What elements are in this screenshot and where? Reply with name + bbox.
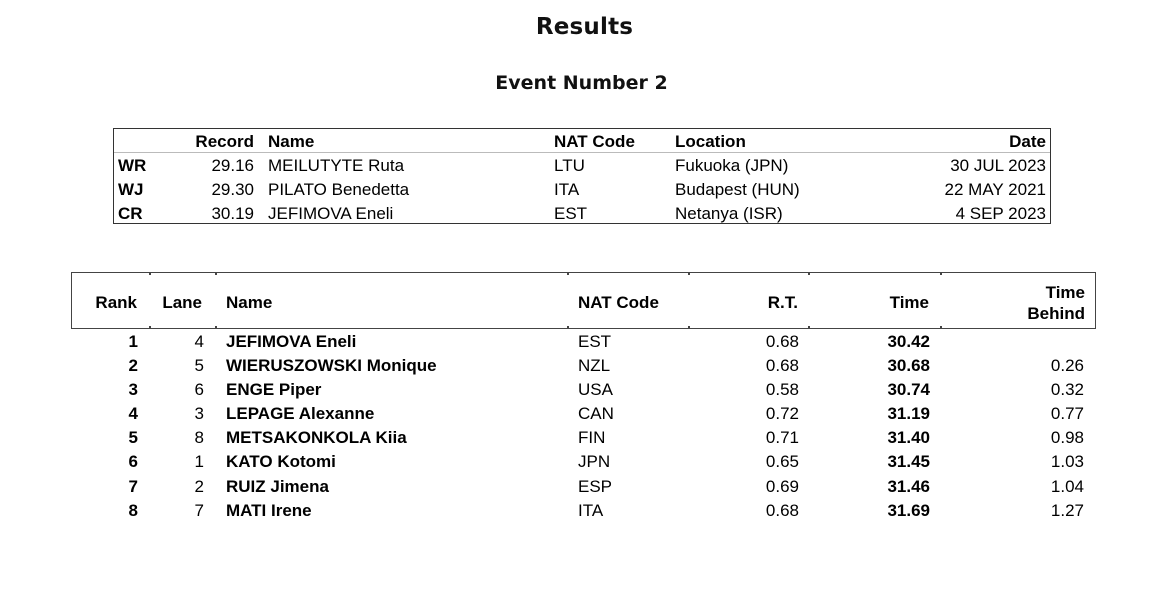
result-row: [71, 378, 1096, 402]
result-rank: 8: [128, 501, 138, 520]
page-title: Results: [535, 14, 634, 40]
column-divider-tick: [688, 272, 690, 275]
record-time: 30.19: [211, 204, 254, 223]
results-col-time: Time: [889, 293, 929, 312]
result-time: 30.42: [887, 332, 930, 351]
result-rank: 3: [128, 380, 138, 399]
record-time: 29.30: [211, 180, 254, 199]
result-rank: 5: [128, 428, 138, 447]
column-divider-tick: [808, 326, 810, 329]
result-name: WIERUSZOWSKI Monique: [226, 356, 437, 375]
result-row: [71, 330, 1096, 354]
result-rank: 6: [128, 452, 138, 471]
result-name: JEFIMOVA Eneli: [226, 332, 357, 351]
record-holder: PILATO Benedetta: [268, 180, 410, 199]
result-time: 31.45: [887, 452, 930, 471]
results-col-lane: Lane: [162, 293, 202, 312]
records-col-record: Record: [195, 132, 254, 151]
column-divider-tick: [149, 326, 151, 329]
record-nat: EST: [554, 204, 588, 223]
result-nat: FIN: [578, 428, 606, 447]
record-row: [114, 153, 1050, 177]
result-time: 31.69: [887, 501, 930, 520]
column-divider-tick: [808, 272, 810, 275]
result-time-behind: 1.03: [1050, 452, 1084, 471]
result-lane: 7: [194, 501, 204, 520]
results-col-rt: R.T.: [767, 293, 798, 312]
result-time: 30.68: [887, 356, 930, 375]
record-type: WR: [118, 156, 147, 175]
event-title: Event Number 2: [495, 72, 668, 94]
result-time-behind: 0.98: [1050, 428, 1084, 447]
record-type: WJ: [118, 180, 144, 199]
result-nat: ITA: [578, 501, 604, 520]
result-lane: 5: [194, 356, 204, 375]
result-rank: 1: [128, 332, 138, 351]
result-nat: EST: [578, 332, 612, 351]
result-row: [71, 426, 1096, 450]
results-col-rank: Rank: [95, 293, 137, 312]
record-location: Budapest (HUN): [675, 180, 800, 199]
result-rank: 2: [128, 356, 138, 375]
record-row: [114, 177, 1050, 201]
result-nat: JPN: [578, 452, 611, 471]
result-time-behind: 1.04: [1050, 477, 1084, 496]
result-reaction-time: 0.65: [765, 452, 799, 471]
result-reaction-time: 0.68: [765, 332, 799, 351]
result-row: [71, 499, 1096, 523]
record-type: CR: [118, 204, 143, 223]
record-time: 29.16: [211, 156, 254, 175]
result-name: LEPAGE Alexanne: [226, 404, 375, 423]
results-col-time-behind: [1027, 282, 1085, 324]
records-table: [113, 128, 1051, 224]
column-divider-tick: [215, 272, 217, 275]
result-row: [71, 402, 1096, 426]
records-col-location: Location: [675, 132, 746, 151]
column-divider-tick: [149, 272, 151, 275]
result-nat: CAN: [578, 404, 614, 423]
record-date: 22 MAY 2021: [944, 180, 1046, 199]
result-nat: ESP: [578, 477, 613, 496]
column-divider-tick: [940, 272, 942, 275]
column-divider-tick: [688, 326, 690, 329]
result-name: RUIZ Jimena: [226, 477, 329, 496]
results-header: [71, 272, 1096, 329]
record-nat: ITA: [554, 180, 580, 199]
result-row: [71, 354, 1096, 378]
record-nat: LTU: [554, 156, 585, 175]
record-date: 4 SEP 2023: [955, 204, 1046, 223]
result-nat: USA: [578, 380, 613, 399]
time-behind-line1: Time: [1045, 283, 1085, 302]
result-lane: 4: [194, 332, 204, 351]
result-name: ENGE Piper: [226, 380, 322, 399]
result-reaction-time: 0.72: [765, 404, 799, 423]
result-row: [71, 450, 1096, 474]
results-col-name: Name: [226, 293, 273, 312]
column-divider-tick: [215, 326, 217, 329]
result-lane: 8: [194, 428, 204, 447]
result-time: 31.40: [887, 428, 930, 447]
result-name: MATI Irene: [226, 501, 312, 520]
result-row: [71, 475, 1096, 499]
record-date: 30 JUL 2023: [950, 156, 1046, 175]
result-reaction-time: 0.58: [765, 380, 799, 399]
result-name: METSAKONKOLA Kiia: [226, 428, 407, 447]
time-behind-line2: Behind: [1027, 304, 1085, 323]
result-time: 30.74: [887, 380, 930, 399]
result-reaction-time: 0.71: [765, 428, 799, 447]
result-lane: 6: [194, 380, 204, 399]
result-time-behind: 0.26: [1050, 356, 1084, 375]
result-reaction-time: 0.69: [765, 477, 799, 496]
result-lane: 3: [194, 404, 204, 423]
record-row: [114, 201, 1050, 225]
record-holder: MEILUTYTE Ruta: [268, 156, 405, 175]
result-lane: 2: [194, 477, 204, 496]
result-nat: NZL: [578, 356, 611, 375]
result-time-behind: 0.32: [1050, 380, 1084, 399]
result-time-behind: 1.27: [1050, 501, 1084, 520]
result-reaction-time: 0.68: [765, 356, 799, 375]
records-header-row: [114, 129, 1050, 153]
result-name: KATO Kotomi: [226, 452, 336, 471]
column-divider-tick: [567, 326, 569, 329]
column-divider-tick: [940, 326, 942, 329]
record-location: Fukuoka (JPN): [675, 156, 789, 175]
result-time: 31.19: [887, 404, 930, 423]
record-location: Netanya (ISR): [675, 204, 783, 223]
result-rank: 7: [128, 477, 138, 496]
result-time-behind: 0.77: [1050, 404, 1084, 423]
result-reaction-time: 0.68: [765, 501, 799, 520]
record-holder: JEFIMOVA Eneli: [268, 204, 394, 223]
result-rank: 4: [128, 404, 138, 423]
records-col-name: Name: [268, 132, 315, 151]
result-time: 31.46: [887, 477, 930, 496]
column-divider-tick: [567, 272, 569, 275]
results-col-nat: NAT Code: [578, 293, 659, 312]
records-col-date: Date: [1009, 132, 1046, 151]
records-col-nat: NAT Code: [554, 132, 635, 151]
result-lane: 1: [194, 452, 204, 471]
